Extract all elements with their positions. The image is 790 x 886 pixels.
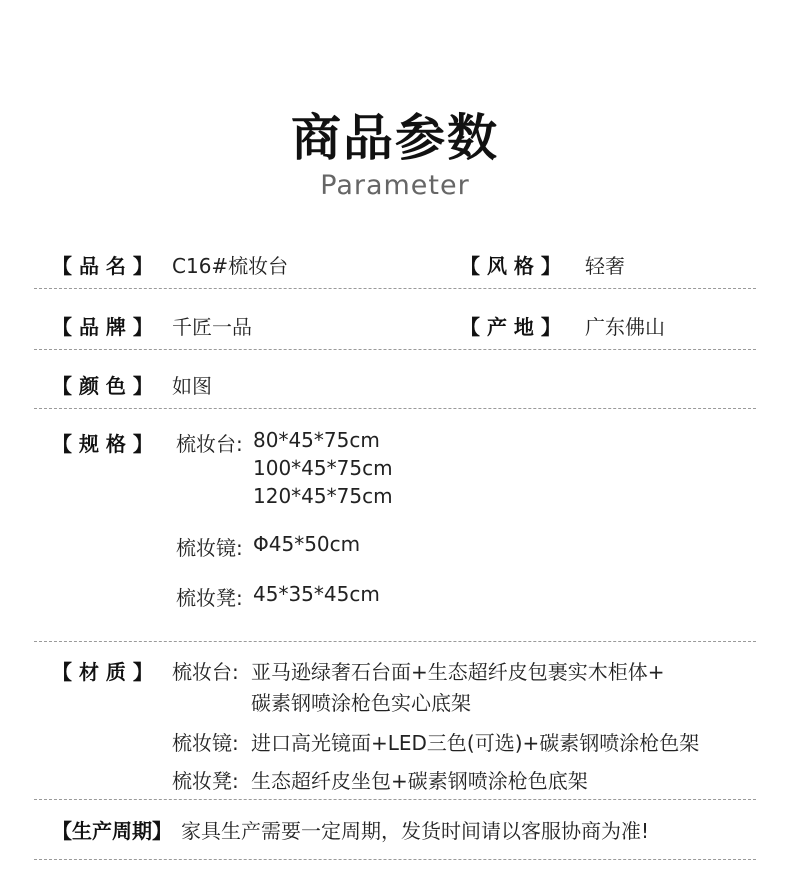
spec-mirror-label: 梳妆镜: xyxy=(176,536,243,560)
spec-mirror-size: Φ45*50cm xyxy=(253,532,361,556)
spec-dresser-size: 100*45*75cm xyxy=(253,456,393,480)
name-value: C16#梳妆台 xyxy=(172,254,289,278)
material-dresser-text: 亚马逊绿奢石台面+生态超纤皮包裹实木柜体+ xyxy=(251,660,665,684)
color-value: 如图 xyxy=(172,374,212,398)
material-stool-text: 生态超纤皮坐包+碳素钢喷涂枪色底架 xyxy=(251,769,588,793)
spec-dresser-label: 梳妆台: xyxy=(176,432,243,456)
name-label: 【 品 名 】 xyxy=(52,254,153,278)
material-dresser-label: 梳妆台: xyxy=(172,660,239,684)
divider xyxy=(34,859,756,860)
page-subtitle: Parameter xyxy=(320,170,470,201)
material-stool-label: 梳妆凳: xyxy=(172,769,239,793)
spec-dresser-size: 120*45*75cm xyxy=(253,484,393,508)
divider xyxy=(34,288,756,289)
spec-label: 【 规 格 】 xyxy=(52,432,153,456)
material-label: 【 材 质 】 xyxy=(52,660,153,684)
divider xyxy=(34,349,756,350)
spec-stool-label: 梳妆凳: xyxy=(176,586,243,610)
cycle-text: 家具生产需要一定周期，发货时间请以客服协商为准! xyxy=(181,819,650,843)
brand-label: 【 品 牌 】 xyxy=(52,315,153,339)
color-label: 【 颜 色 】 xyxy=(52,374,153,398)
style-value: 轻奢 xyxy=(585,254,625,278)
material-mirror-label: 梳妆镜: xyxy=(172,731,239,755)
material-mirror-text: 进口高光镜面+LED三色(可选)+碳素钢喷涂枪色架 xyxy=(251,731,700,755)
brand-value: 千匠一品 xyxy=(172,315,252,339)
divider xyxy=(34,408,756,409)
material-dresser-text: 碳素钢喷涂枪色实心底架 xyxy=(251,691,471,715)
origin-value: 广东佛山 xyxy=(585,315,665,339)
page-title: 商品参数 xyxy=(291,109,499,167)
spec-stool-size: 45*35*45cm xyxy=(253,582,380,606)
style-label: 【 风 格 】 xyxy=(460,254,561,278)
divider xyxy=(34,641,756,642)
divider xyxy=(34,799,756,800)
origin-label: 【 产 地 】 xyxy=(460,315,561,339)
cycle-label: 【生产周期】 xyxy=(52,819,172,843)
spec-dresser-size: 80*45*75cm xyxy=(253,428,380,452)
